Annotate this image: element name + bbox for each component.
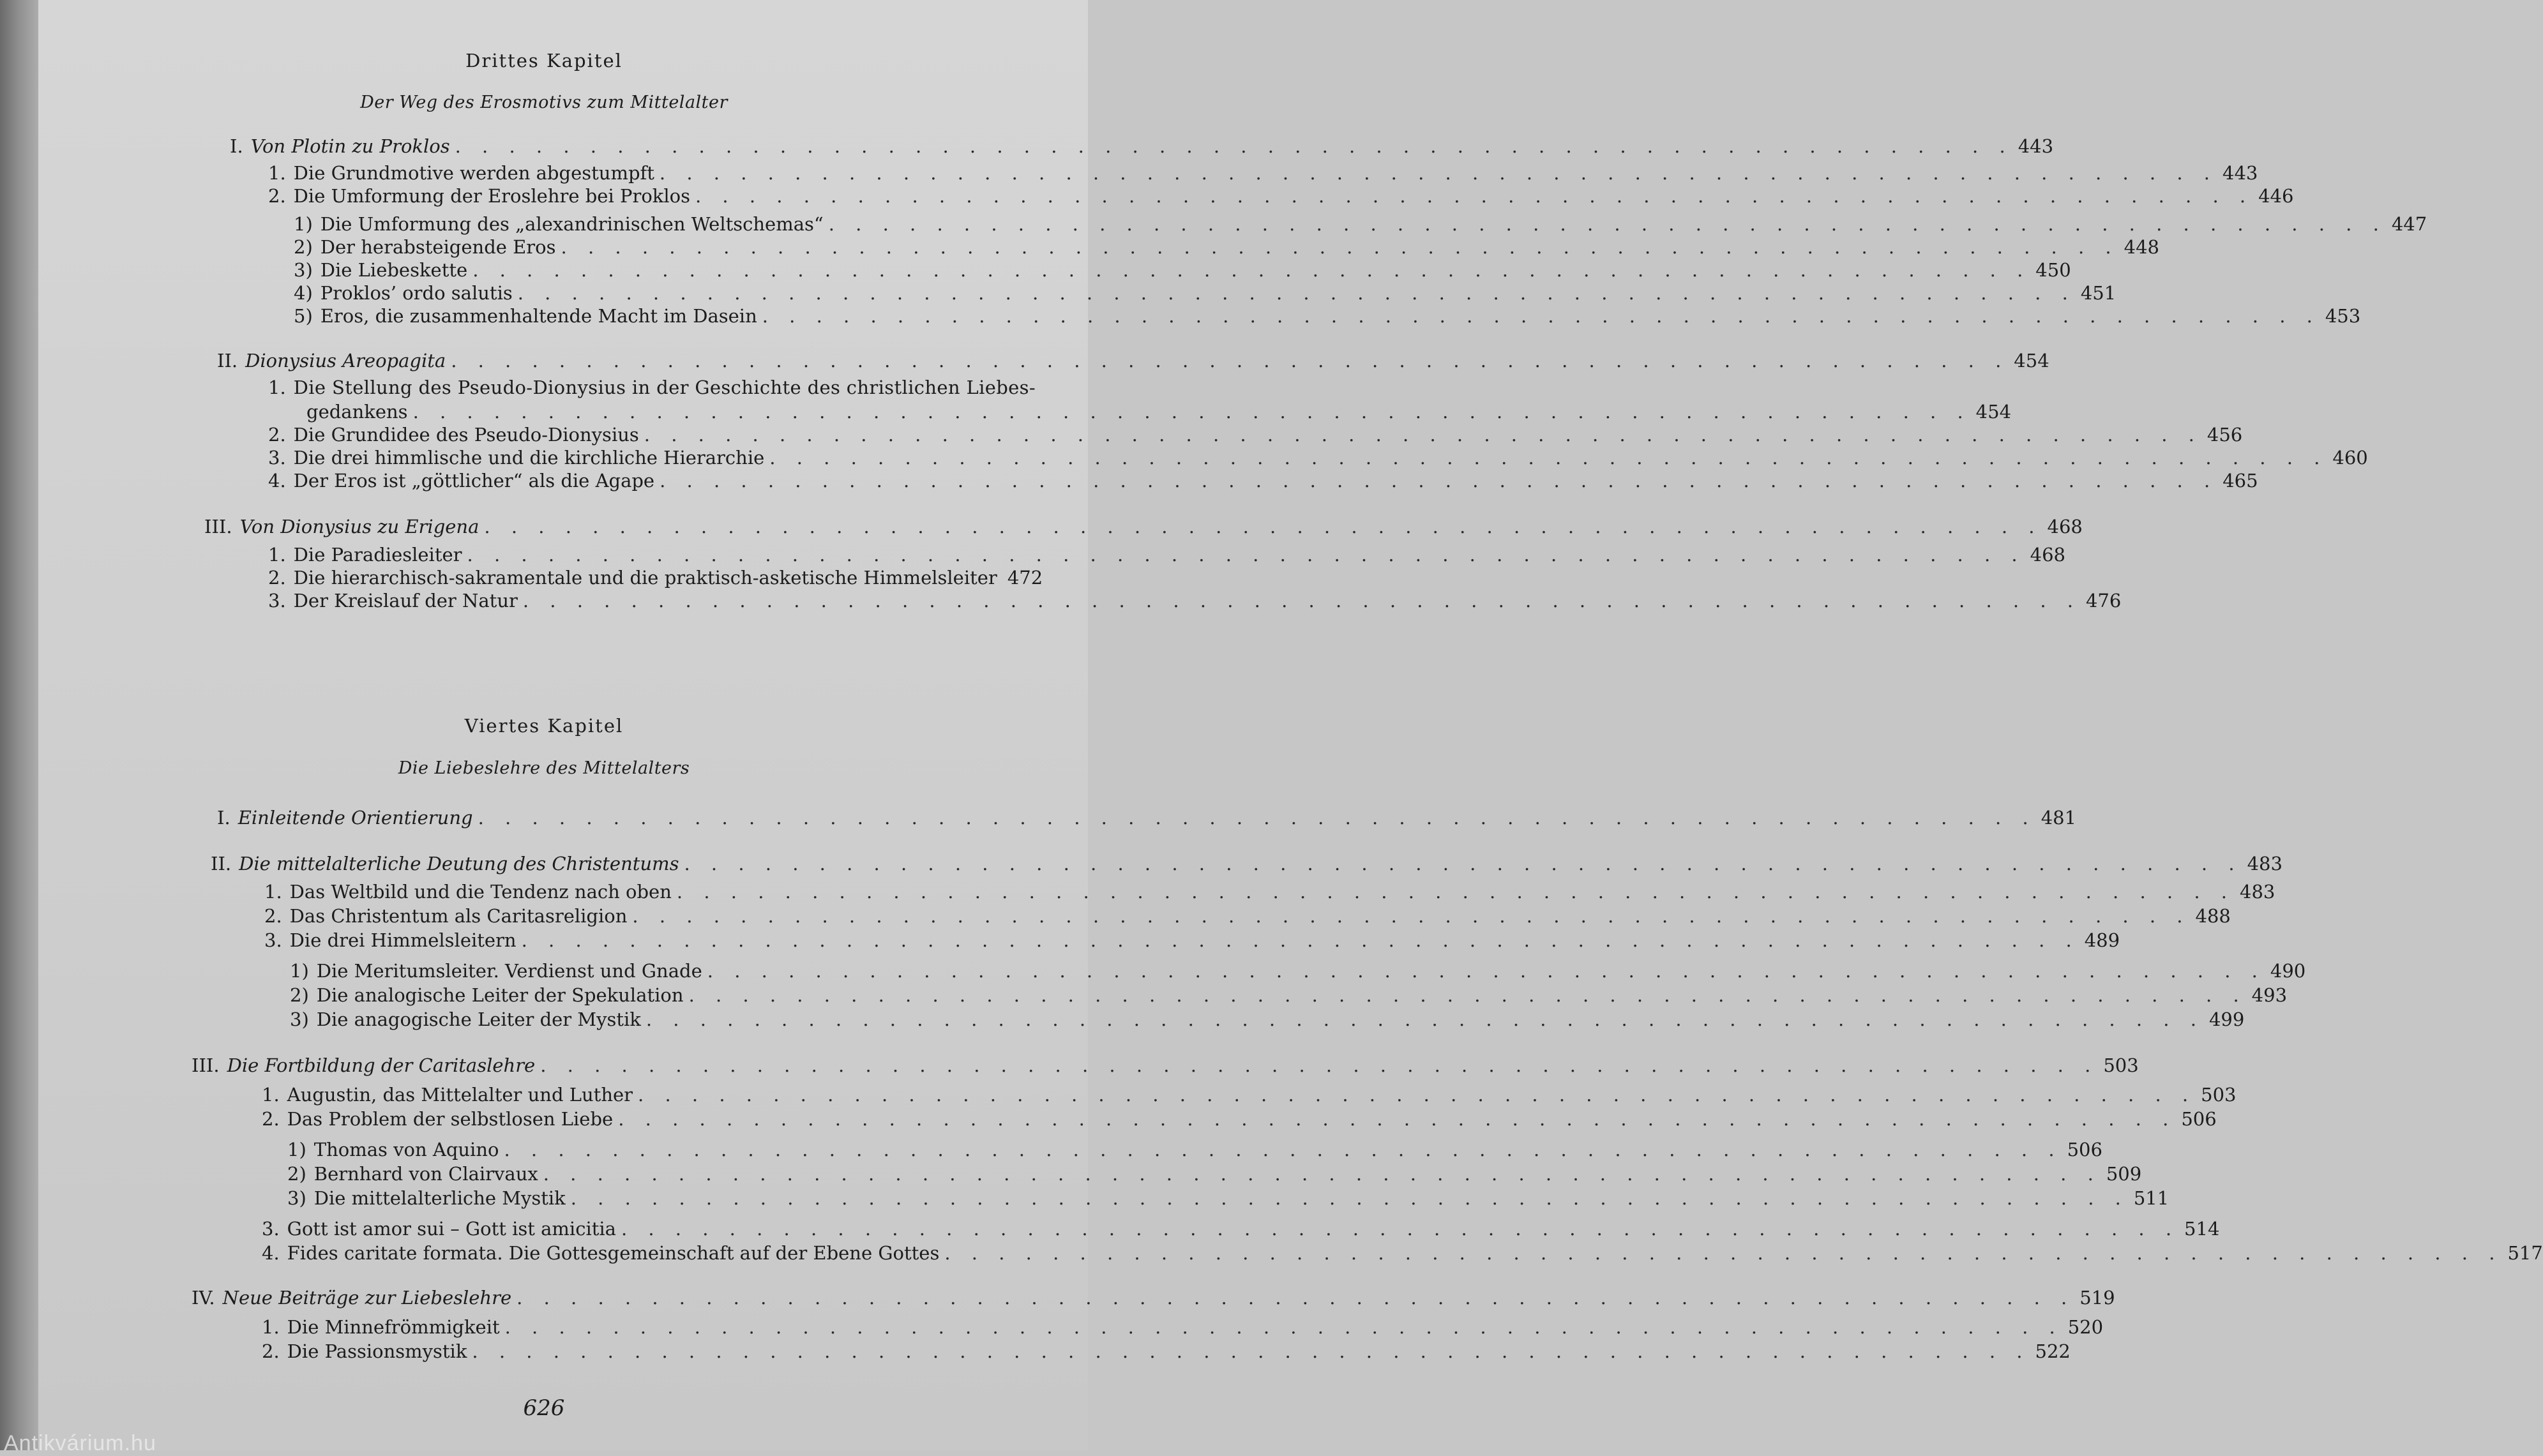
toc-subsection-entry[interactable] (262, 1315, 2104, 1339)
toc-subsection-entry[interactable] (268, 469, 2258, 493)
leader-dots: . . . . . . . . . . . . . . . . . . . . . . . . . . . . . . . . . . . . . . . . . . . . . . . . . . . . . . . . . . (478, 807, 2036, 829)
toc-subsection-entry[interactable] (262, 1241, 2543, 1265)
leader-dots: . . . . . . . . . . . . . . . . . . . . . . . . . . . . . . . . . . . . . . . . . . . . . . . . . . . . . . . . . . (467, 544, 2025, 566)
toc-subsubsection-entry[interactable] (290, 1007, 2245, 1032)
entry-page-number: 468 (2030, 544, 2065, 566)
leader-dots: . . . . . . . . . . . . . . . . . . . . . . . . . . . . . . . . . . . . . . . . . . . . . . . . . . . . . . . . . . (540, 1054, 2099, 1076)
entry-page-number: 460 (2332, 447, 2368, 469)
watermark: Antikvárium.hu (4, 1431, 156, 1455)
entry-title: Die mittelalterliche Deutung des Christentums (239, 853, 679, 874)
entry-number: 4. (268, 470, 286, 492)
toc-section-entry[interactable] (211, 852, 2283, 876)
entry-title: Die Umformung der Eroslehre bei Proklos (293, 185, 690, 207)
entry-number: 2. (262, 1108, 280, 1130)
entry-page-number: 454 (2014, 350, 2049, 372)
entry-page-number: 506 (2067, 1139, 2102, 1160)
entry-title: Der Kreislauf der Natur (293, 590, 518, 612)
entry-number: 3) (290, 1009, 309, 1030)
entry-number: 1. (264, 881, 282, 903)
leader-dots: . . . . . . . . . . . . . . . . . . . . . . . . . . . . . . . . . . . . . . . . . . . . . . . . . . . . . . . . . . (762, 305, 2320, 327)
entry-title: Die hierarchisch-sakramentale und die praktisch-asketische Himmelsleiter (293, 567, 997, 589)
entry-title: Bernhard von Clairvaux (313, 1163, 538, 1185)
toc-subsection-entry[interactable] (268, 566, 1043, 590)
toc-subsection-entry[interactable] (262, 1217, 2220, 1241)
toc-subsubsection-entry[interactable] (294, 258, 2071, 282)
toc-subsection-entry[interactable] (268, 184, 2294, 208)
entry-page-number: 517 (2507, 1242, 2543, 1264)
entry-page-number: 443 (2018, 135, 2054, 157)
entry-number: 1. (262, 1316, 280, 1338)
leader-dots: . . . . . . . . . . . . . . . . . . . . . . . . . . . . . . . . . . . . . . . . . . . . . . . . . . . . . . . . . . (632, 905, 2191, 927)
toc-subsection-entry[interactable] (268, 589, 2122, 613)
entry-number: I. (230, 135, 243, 157)
leader-dots: . . . . . . . . . . . . . . . . . . . . . . . . . . . . . . . . . . . . . . . . . . . . . . . . . . . . . . . . . . (618, 1108, 2177, 1130)
entry-title: Das Problem der selbstlosen Liebe (287, 1108, 614, 1130)
entry-page-number: 489 (2084, 929, 2120, 951)
entry-number: 3. (268, 590, 286, 612)
toc-section-entry[interactable] (192, 1286, 2115, 1310)
toc-subsubsection-entry[interactable] (287, 1186, 2169, 1210)
entry-title: Die Passionsmystik (287, 1340, 467, 1362)
entry-title: Fides caritate formata. Die Gottesgemeinschaft auf der Ebene Gottes (287, 1242, 940, 1264)
toc-subsubsection-entry[interactable] (287, 1162, 2142, 1186)
entry-title: Proklos’ ordo salutis (320, 282, 513, 304)
entry-number: 1. (268, 162, 286, 184)
toc-section-entry[interactable] (192, 1053, 2139, 1077)
entry-title: Gott ist amor sui – Gott ist amicitia (287, 1218, 616, 1240)
toc-subsection-entry[interactable] (262, 1083, 2237, 1107)
toc-subsubsection-entry[interactable] (294, 235, 2159, 259)
entry-title: Neue Beiträge zur Liebeslehre (222, 1287, 512, 1309)
entry-number: 1. (268, 377, 286, 398)
toc-subsection-entry[interactable] (268, 446, 2368, 470)
leader-dots: . . . . . . . . . . . . . . . . . . . . . . . . . . . . . . . . . . . . . . . . . . . . . . . . . . . . . . . . . . (522, 590, 2081, 612)
entry-page-number: 503 (2201, 1084, 2237, 1106)
toc-subsubsection-entry[interactable] (290, 983, 2288, 1007)
entry-number: 1) (290, 960, 309, 982)
entry-title: Die Umformung des „alexandrinischen Weltschemas“ (320, 213, 824, 235)
entry-title: Dionysius Areopagita (245, 350, 446, 372)
chapter-4-subtitle: Die Liebeslehre des Mittelalters (398, 758, 690, 778)
entry-number: 2. (268, 185, 286, 207)
entry-number: 3. (268, 447, 286, 469)
entry-title: Von Plotin zu Proklos (250, 135, 450, 157)
entry-number: 3) (294, 259, 313, 281)
entry-title: Die mittelalterliche Mystik (313, 1187, 566, 1209)
entry-number: III. (192, 1054, 220, 1076)
entry-number: 4) (294, 282, 313, 304)
toc-subsubsection-entry[interactable] (290, 959, 2306, 983)
leader-dots: . . . . . . . . . . . . . . . . . . . . . . . . . . . . . . . . . . . . . . . . . . . . . . . . . . . . . . . . . . (645, 1009, 2204, 1030)
entry-number: 1) (287, 1139, 306, 1160)
entry-page-number: 493 (2251, 984, 2288, 1006)
entry-title: Die drei Himmelsleitern (289, 929, 517, 951)
leader-dots: . . . . . . . . . . . . . . . . . . . . . . . . . . . . . . . . . . . . . . . . . . . . . . . . . . . . . . . . . . (769, 447, 2328, 469)
entry-page-number: 447 (2391, 213, 2427, 235)
leader-dots: . . . . . . . . . . . . . . . . . . . . . . . . . . . . . . . . . . . . . . . . . . . . . . . . . . . . . . . . . . (828, 213, 2387, 235)
entry-title: Die Minnefrömmigkeit (287, 1316, 500, 1338)
entry-page-number: 520 (2067, 1316, 2104, 1338)
leader-dots: . . . . . . . . . . . . . . . . . . . . . . . . . . . . . . . . . . . . . . . . . . . . . . . . . . . . . . . . . . (412, 401, 1971, 423)
entry-number: III. (204, 516, 232, 537)
leader-dots: . . . . . . . . . . . . . . . . . . . . . . . . . . . . . . . . . . . . . . . . . . . . . . . . . . . . . . . . . . (504, 1316, 2063, 1338)
entry-title: Das Christentum als Caritasreligion (289, 905, 628, 927)
leader-dots: . . . . . . . . . . . . . . . . . . . . . . . . . . . . . . . . . . . . . . . . . . . . . . . . . . . . . . . . . . (521, 929, 2079, 951)
leader-dots: . . . . . . . . . . . . . . . . . . . . . . . . . . . . . . . . . . . . . . . . . . . . . . . . . . . . . . . . . . (638, 1084, 2196, 1106)
entry-number: 2. (262, 1340, 280, 1362)
entry-number: 3) (287, 1187, 306, 1209)
leader-dots: . . . . . . . . . . . . . . . . . . . . . . . . . . . . . . . . . . . . . . . . . . . . . . . . . . . . . . . . . . (570, 1187, 2129, 1209)
entry-page-number: 509 (2106, 1163, 2142, 1185)
entry-number: 2. (264, 905, 282, 927)
entry-page-number: 456 (2207, 424, 2243, 446)
leader-dots: . . . . . . . . . . . . . . . . . . . . . . . . . . . . . . . . . . . . . . . . . . . . . . . . . . . . . . . . . . (561, 236, 2119, 258)
entry-title: Die Grundmotive werden abgestumpft (293, 162, 654, 184)
toc-subsection-entry[interactable] (264, 880, 2275, 904)
leader-dots: . . . . . . . . . . . . . . . . . . . . . . . . . . . . . . . . . . . . . . . . . . . . . . . . . . . . . . . . . . (484, 516, 2042, 537)
entry-title: Die drei himmlische und die kirchliche Hierarchie (293, 447, 765, 469)
toc-subsection-entry[interactable] (268, 543, 2065, 567)
leader-dots: . . . . . . . . . . . . . . . . . . . . . . . . . . . . . . . . . . . . . . . . . . . . . . . . . . . . . . . . . . (517, 1287, 2075, 1309)
entry-page-number: 483 (2247, 853, 2283, 874)
leader-dots: . . . . . . . . . . . . . . . . . . . . . . . . . . . . . . . . . . . . . . . . . . . . . . . . . . . . . . . . . . (543, 1163, 2101, 1185)
entry-title: Einleitende Orientierung (238, 807, 473, 829)
entry-title: Der herabsteigende Eros (320, 236, 556, 258)
toc-subsection-entry[interactable] (268, 423, 2243, 447)
leader-dots: . . . . . . . . . . . . . . . . . . . . . . . . . . . . . . . . . . . . . . . . . . . . . . . . . . . . . . . . . . (944, 1242, 2503, 1264)
leader-dots: . . . . . . . . . . . . . . . . . . . . . . . . . . . . . . . . . . . . . . . . . . . . . . . . . . . . . . . . . . (455, 135, 2013, 157)
leader-dots: . . . . . . . . . . . . . . . . . . . . . . . . . . . . . . . . . . . . . . . . . . . . . . . . . . . . . . . . . . (659, 162, 2217, 184)
entry-page-number: 468 (2047, 516, 2083, 537)
entry-title: Von Dionysius zu Erigena (239, 516, 479, 537)
chapter-3-label: Drittes Kapitel (465, 50, 623, 71)
entry-title: Die Fortbildung der Caritaslehre (227, 1054, 536, 1076)
entry-title: Der Eros ist „göttlicher“ als die Agape (293, 470, 655, 492)
entry-title: Die analogische Leiter der Spekulation (316, 984, 684, 1006)
entry-page-number: 490 (2270, 960, 2306, 982)
entry-number: 2. (268, 424, 286, 446)
leader-dots: . . . . . . . . . . . . . . . . . . . . . . . . . . . . . . . . . . . . . . . . . . . . . . . . . . . . . . . . . . (621, 1218, 2180, 1240)
leader-dots: . . . . . . . . . . . . . . . . . . . . . . . . . . . . . . . . . . . . . . . . . . . . . . . . . . . . . . . . . . (688, 984, 2247, 1006)
folio-page-number: 626 (523, 1395, 565, 1421)
entry-title: Die Stellung des Pseudo-Dionysius in der Geschichte des christlichen Liebes- (293, 377, 1036, 398)
entry-title-continuation: gedankens (306, 401, 408, 423)
entry-page-number: 483 (2240, 881, 2275, 903)
entry-title: Eros, die zusammenhaltende Macht im Dasein (320, 305, 757, 327)
entry-page-number: 519 (2079, 1287, 2115, 1309)
toc-subsection-entry[interactable] (262, 1339, 2071, 1363)
leader-dots: . . . . . . . . . . . . . . . . . . . . . . . . . . . . . . . . . . . . . . . . . . . . . . . . . . . . . . . . . . (517, 282, 2076, 304)
chapter-3-subtitle: Der Weg des Erosmotivs zum Mittelalter (360, 93, 728, 112)
toc-subsubsection-entry[interactable] (294, 281, 2117, 305)
entry-title: Die anagogische Leiter der Mystik (316, 1009, 641, 1030)
entry-title: Die Meritumsleiter. Verdienst und Gnade (316, 960, 702, 982)
leader-dots: . . . . . . . . . . . . . . . . . . . . . . . . . . . . . . . . . . . . . . . . . . . . . . . . . . . . . . . . . . (644, 424, 2202, 446)
entry-page-number: 472 (1007, 567, 1043, 589)
entry-page-number: 481 (2041, 807, 2077, 829)
leader-dots: . . . . . . . . . . . . . . . . . . . . . . . . . . . . . . . . . . . . . . . . . . . . . . . . . . . . . . . . . . (695, 185, 2254, 207)
entry-number: II. (211, 853, 232, 874)
leader-dots: . . . . . . . . . . . . . . . . . . . . . . . . . . . . . . . . . . . . . . . . . . . . . . . . . . . . . . . . . . (660, 470, 2218, 492)
entry-title: Die Paradiesleiter (293, 544, 462, 566)
entry-number: I. (217, 807, 230, 829)
entry-page-number: 488 (2195, 905, 2231, 927)
entry-title: Die Grundidee des Pseudo-Dionysius (293, 424, 639, 446)
entry-page-number: 448 (2124, 236, 2159, 258)
entry-page-number: 503 (2103, 1054, 2139, 1076)
leader-dots: . . . . . . . . . . . . . . . . . . . . . . . . . . . . . . . . . . . . . . . . . . . . . . . . . . . . . . . . . . (684, 853, 2242, 874)
toc-section-entry[interactable] (230, 134, 2054, 158)
leader-dots: . . . . . . . . . . . . . . . . . . . . . . . . . . . . . . . . . . . . . . . . . . . . . . . . . . . . . . . . . . (451, 350, 2009, 372)
entry-page-number: 446 (2258, 185, 2294, 207)
toc-subsubsection-entry[interactable] (294, 212, 2427, 236)
toc-subsection-entry[interactable] (268, 161, 2258, 185)
toc-entry-continuation[interactable] (306, 400, 2012, 424)
entry-number: II. (217, 350, 238, 372)
toc-subsection-entry[interactable] (264, 928, 2120, 952)
toc-subsection-entry[interactable] (264, 904, 2231, 928)
entry-number: 2) (294, 236, 313, 258)
entry-number: 2. (268, 567, 286, 589)
entry-page-number: 506 (2181, 1108, 2217, 1130)
toc-section-entry[interactable] (217, 349, 2049, 373)
entry-number: 2) (290, 984, 309, 1006)
entry-page-number: 443 (2222, 162, 2258, 184)
entry-page-number: 499 (2208, 1009, 2245, 1030)
chapter-4-label: Viertes Kapitel (464, 715, 624, 737)
entry-number: 1. (268, 544, 286, 566)
entry-title: Augustin, das Mittelalter und Luther (287, 1084, 633, 1106)
entry-number: 3. (262, 1218, 280, 1240)
entry-page-number: 476 (2085, 590, 2122, 612)
entry-page-number: 454 (1975, 401, 2012, 423)
toc-subsection-entry-multiline[interactable] (268, 375, 1036, 400)
leader-dots: . . . . . . . . . . . . . . . . . . . . . . . . . . . . . . . . . . . . . . . . . . . . . . . . . . . . . . . . . . (676, 881, 2235, 903)
entry-page-number: 450 (2035, 259, 2071, 281)
entry-page-number: 514 (2184, 1218, 2220, 1240)
toc-section-entry[interactable] (217, 806, 2077, 830)
entry-page-number: 465 (2222, 470, 2258, 492)
entry-number: 1) (294, 213, 313, 235)
entry-title: Das Weltbild und die Tendenz nach oben (289, 881, 672, 903)
entry-title: Die Liebeskette (320, 259, 468, 281)
entry-title: Thomas von Aquino (313, 1139, 499, 1160)
entry-page-number: 511 (2133, 1187, 2169, 1209)
leader-dots: . . . . . . . . . . . . . . . . . . . . . . . . . . . . . . . . . . . . . . . . . . . . . . . . . . . . . . . . . . (472, 259, 2031, 281)
entry-number: 1. (262, 1084, 280, 1106)
entry-number: 4. (262, 1242, 280, 1264)
entry-page-number: 453 (2325, 305, 2361, 327)
entry-number: 3. (264, 929, 282, 951)
entry-page-number: 522 (2035, 1340, 2071, 1362)
entry-number: 2) (287, 1163, 306, 1185)
leader-dots: . . . . . . . . . . . . . . . . . . . . . . . . . . . . . . . . . . . . . . . . . . . . . . . . . . . . . . . . . . (707, 960, 2265, 982)
entry-page-number: 451 (2080, 282, 2117, 304)
entry-number: IV. (192, 1287, 215, 1309)
entry-number: 5) (294, 305, 313, 327)
toc-section-entry[interactable] (204, 514, 2083, 539)
leader-dots: . . . . . . . . . . . . . . . . . . . . . . . . . . . . . . . . . . . . . . . . . . . . . . . . . . . . . . . . . . (472, 1340, 2030, 1362)
leader-dots: . . . . . . . . . . . . . . . . . . . . . . . . . . . . . . . . . . . . . . . . . . . . . . . . . . . . . . . . . . (504, 1139, 2062, 1160)
toc-subsubsection-entry[interactable] (294, 304, 2361, 328)
toc-subsubsection-entry[interactable] (287, 1137, 2102, 1162)
toc-subsection-entry[interactable] (262, 1107, 2217, 1131)
